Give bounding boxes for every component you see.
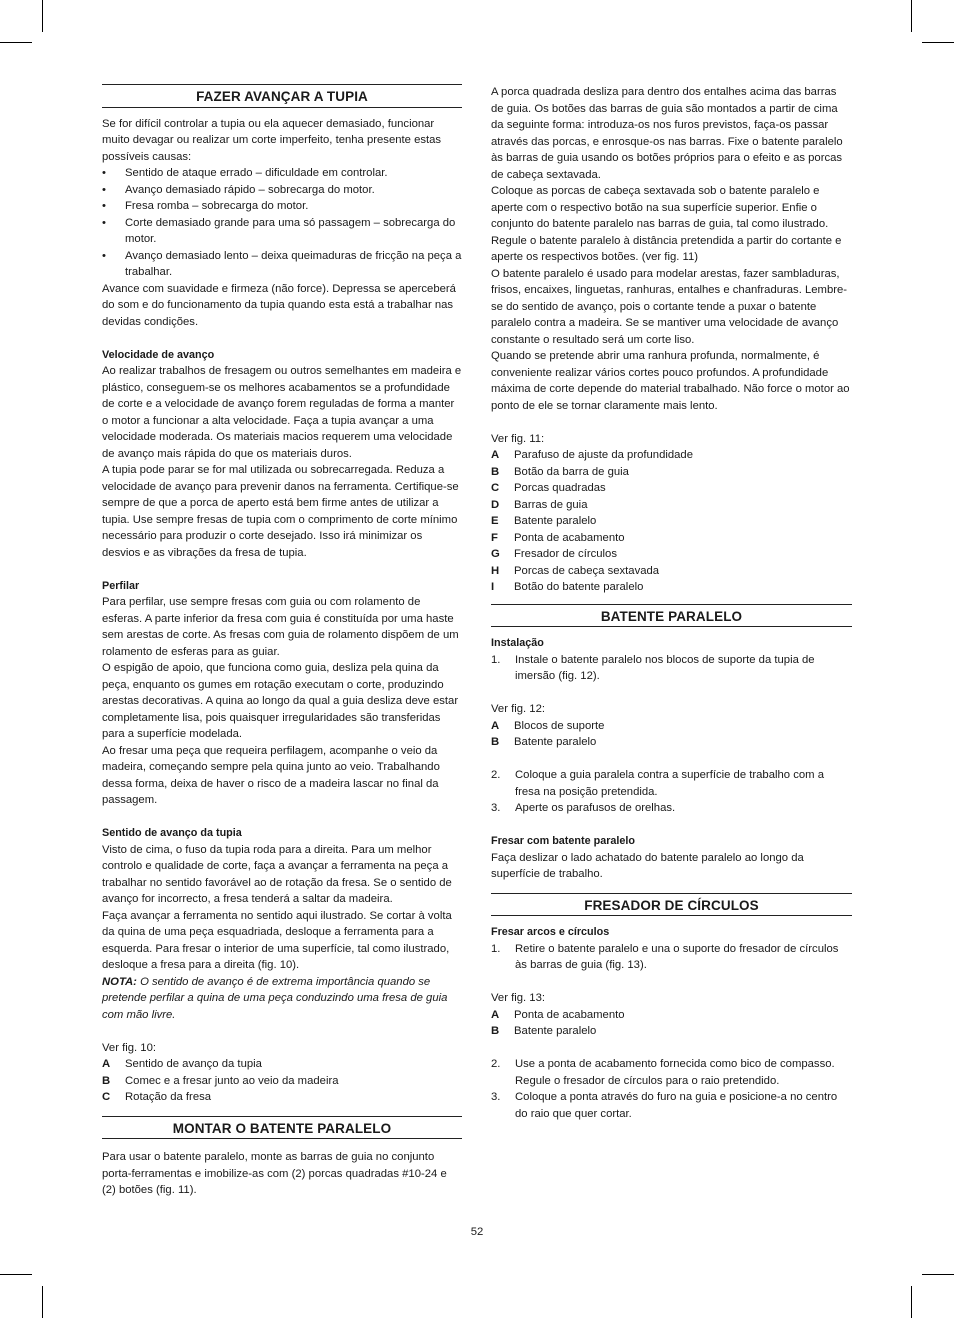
crop-mark — [911, 1286, 912, 1318]
subheading: Fresar com batente paralelo — [491, 835, 636, 847]
legend-text: Barras de guia — [514, 498, 588, 511]
bullet-item — [102, 248, 462, 281]
numbered-item — [491, 767, 852, 800]
legend-text: Sentido de avanço da tupia — [125, 1058, 262, 1070]
legend-key: E — [491, 515, 499, 527]
legend-key: C — [102, 1091, 111, 1103]
paragraph: O batente paralelo é usado para modelar arestas, fazer sambladuras, frisos, encaixes, linguetas, ranhuras, entalhes e chanfraduras. Lembre-se do sentido de avanço, pois o cortante tende a puxar o batente paralelo contra a madeira. Se se mantiver uma velocidade de avanço constante o resultado será um corte liso. — [491, 267, 848, 346]
numbered-item — [491, 1089, 852, 1122]
bullet-item — [102, 182, 462, 199]
crop-mark — [922, 42, 954, 43]
step-text: Use a ponta de acabamento fornecida como bico de compasso. Regule o fresador de círculos para o raio pretendido. — [515, 1058, 835, 1087]
page-number: 52 — [470, 1226, 484, 1238]
legend-key: G — [491, 548, 500, 560]
legend-key: A — [491, 449, 500, 461]
legend-text: Porcas quadradas — [514, 482, 606, 494]
legend-item — [491, 464, 852, 481]
paragraph: A porca quadrada desliza para dentro dos entalhes acima das barras de guia. Os botões das barras de guia são montados a partir de cima da seguinte forma: introduza-os nos furos previstos, faça-os passar através das porcas, e enrosque-os nas barras. Fixe o batente paralelo às barras de guia usando os botões próprios para o efeito e as porcas de cabeça sextavada. — [491, 86, 843, 181]
paragraph: Quando se pretende abrir uma ranhura profunda, normalmente, é conveniente realizar vários cortes pouco profundos. A profundidade máxima de corte depende do material trabalhado. Não force o motor ao ponto de ele se tornar claramente mais lento. — [491, 350, 850, 412]
legend-text: Botão do batente paralelo — [514, 581, 644, 593]
legend-key: A — [491, 719, 500, 732]
paragraph: O espigão de apoio, que funciona como guia, desliza pela quina da peça, enquanto os gumes em rotação executam o corte, produzindo arestas decorativas. A quina ao longo da qual a guia desliza deve estar completamente lisa, pois quaisquer irregularidades são transferidas para a superfície modelada. — [102, 662, 459, 740]
paragraph: Visto de cima, o fuso da tupia roda para a direita. Para um melhor controlo e qualidade de corte, faça a avançar a ferramenta na peça a trabalhar no sentido favorável ao de rotação da fresa. Se o sentido de avanço for incorrecto, a fresa tenderá a saltar da madeira. — [102, 843, 452, 905]
bullet-marker: • — [102, 249, 106, 262]
figure-reference: Ver fig. 13: — [491, 992, 546, 1004]
paragraph: Para perfilar, use sempre fresas com guia ou com rolamento de esferas. A parte inferior da fresa com guia é constituída por uma haste sem arestas de corte. As fresas com guia de rolamento dispõem de um rolamento de esferas para as guiar. — [102, 596, 459, 658]
paragraph: Avance com suavidade e firmeza (não force). Depressa se aperceberá do som e do funcionamento da tupia quando esta está a trabalhar nas devidas condições. — [102, 282, 456, 328]
step-number: 2. — [491, 769, 501, 781]
legend-item — [491, 579, 852, 596]
paragraph: Coloque as porcas de cabeça sextavada sob o batente paralelo e aperte com o respectivo botão na sua superfície superior. Enfie o conjunto do batente paralelo nas barras de guia, tal como ilustrado. Regule o batente paralelo à distância pretendida a partir do cortante e aperte os respectivos botões. (ver fig. 11) — [491, 185, 842, 263]
legend-item — [491, 530, 852, 547]
crop-mark — [911, 0, 912, 32]
legend-text: Blocos de suporte — [514, 719, 605, 732]
step-text: Coloque a guia paralela contra a superfície de trabalho com a fresa na posição pretendida. — [515, 769, 824, 798]
bullet-text: Corte demasiado grande para uma só passagem – sobrecarga do motor. — [125, 216, 456, 245]
legend-key: B — [491, 1025, 500, 1037]
legend-key: D — [491, 498, 500, 511]
bullet-item — [102, 215, 462, 248]
bullet-list — [102, 165, 462, 281]
legend-item — [102, 1073, 462, 1090]
step-text: Coloque a ponta através do furo na guia e posicione-a no centro do raio que quer cortar. — [515, 1091, 838, 1120]
legend-key: B — [102, 1074, 111, 1087]
bullet-marker: • — [102, 200, 106, 212]
step-number: 2. — [491, 1058, 501, 1070]
subheading: Fresar arcos e círculos — [491, 926, 610, 938]
note — [102, 974, 462, 1024]
bullet-text: Sentido de ataque errado – dificuldade em controlar. — [125, 167, 388, 179]
legend-item — [491, 563, 852, 580]
subheading: Perfilar — [102, 579, 140, 592]
note-label: NOTA: — [102, 975, 137, 988]
subheading: Sentido de avanço da tupia — [102, 827, 242, 839]
legend-list — [102, 1056, 462, 1106]
bullet-marker: • — [102, 216, 106, 229]
step-text: Aperte os parafusos de orelhas. — [515, 802, 676, 814]
paragraph: Ao fresar uma peça que requeira perfilagem, acompanhe o veio da madeira, começando sempre pela quina junto ao veio. Trabalhando dessa forma, deixa de haver o risco de a madeira lascar no final da passagem. — [102, 744, 440, 806]
section-heading: BATENTE PARALELO — [491, 604, 852, 628]
subheading: Velocidade de avanço — [102, 348, 215, 361]
legend-item — [102, 1089, 462, 1106]
numbered-item: 1. Retire o batente paralelo e una o suporte do fresador de círculos às barras de guia (fig. 13). — [491, 942, 839, 971]
legend-item — [491, 1007, 852, 1024]
bullet-text: Fresa romba – sobrecarga do motor. — [125, 200, 309, 212]
numbered-list — [491, 1056, 852, 1122]
legend-text: Rotação da fresa — [125, 1091, 212, 1103]
crop-mark — [922, 1274, 954, 1275]
legend-text: Batente paralelo — [514, 515, 597, 527]
step-number: 3. — [491, 802, 501, 814]
paragraph: Faça avançar a ferramenta no sentido aqui ilustrado. Se cortar à volta da quina de uma peça esquadriada, desloque a ferramenta para a esquerda. Para fresar o interior de uma superfície, tal como ilustrado, desloque a fresa para a direita (fig. 10). — [102, 909, 452, 971]
legend-key: I — [491, 581, 495, 593]
legend-item — [491, 734, 852, 751]
paragraph: Faça deslizar o lado achatado do batente paralelo ao longo da superfície de trabalho. — [491, 851, 804, 880]
legend-item — [491, 546, 852, 563]
figure-reference: Ver fig. 10: — [102, 1041, 157, 1054]
left-column — [102, 84, 462, 1199]
crop-mark — [42, 0, 43, 32]
bullet-marker: • — [102, 167, 106, 179]
crop-mark — [0, 1274, 32, 1275]
section-heading: MONTAR O BATENTE PARALELO — [102, 1116, 462, 1140]
paragraph: Se for difícil controlar a tupia ou ela aquecer demasiado, funcionar muito devagar ou realizar um corte imperfeito, tenha presente estas possíveis causas: — [102, 117, 442, 163]
paragraph: A tupia pode parar se for mal utilizada ou sobrecarregada. Reduza a velocidade de avanço para prevenir danos na ferramenta. Certifique-se sempre de que a porca de aperto está bem firme antes de utilizar a tupia. Use sempre fresas de tupia com o comprimento de corte mínimo necessário para produzir o corte desejado. Isso irá minimizar os desvios e as vibrações da fresa de tupia. — [102, 464, 459, 559]
legend-key: A — [491, 1008, 500, 1021]
numbered-item — [491, 800, 852, 817]
legend-text: Fresador de círculos — [514, 548, 617, 560]
crop-mark — [0, 42, 32, 43]
legend-text: Porcas de cabeça sextavada — [514, 564, 660, 577]
bullet-item — [102, 198, 462, 215]
subheading: Instalação — [491, 637, 544, 649]
legend-item — [491, 513, 852, 530]
bullet-item — [102, 165, 462, 182]
legend-key: A — [102, 1058, 111, 1070]
legend-text: Ponta de acabamento — [514, 531, 625, 544]
legend-item — [491, 718, 852, 735]
legend-key: B — [491, 465, 500, 478]
legend-text: Botão da barra de guia — [514, 465, 629, 478]
legend-list — [491, 447, 852, 596]
legend-item — [491, 1023, 852, 1040]
legend-item — [491, 497, 852, 514]
legend-key: F — [491, 531, 498, 544]
section-heading: FRESADOR DE CÍRCULOS — [491, 893, 852, 917]
bullet-marker: • — [102, 183, 106, 196]
crop-mark — [42, 1286, 43, 1318]
legend-text: Ponta de acabamento — [514, 1008, 625, 1021]
paragraph: Ao realizar trabalhos de fresagem ou outros semelhantes em madeira e plástico, conseguem-se os melhores acabamentos se a profundidade de corte e a velocidade de avanço forem reguladas de forma a manter o motor a funcionar a alta velocidade. Faça a tupia avançar a uma velocidade moderada. Os materiais macios requerem uma velocidade de avanço mais rápida do que os materiais duros. — [102, 365, 462, 460]
legend-list — [491, 1007, 852, 1040]
note-text: O sentido de avanço é de extrema importância quando se pretende perfilar a quina de uma peça conduzindo uma fresa de guia com mão livre. — [102, 975, 448, 1021]
legend-list — [491, 718, 852, 751]
bullet-text: Avanço demasiado rápido – sobrecarga do motor. — [125, 183, 375, 196]
legend-item — [491, 447, 852, 464]
legend-text: Batente paralelo — [514, 736, 597, 748]
figure-reference: Ver fig. 12: — [491, 703, 546, 715]
legend-text: Comec e a fresar junto ao veio da madeira — [125, 1074, 339, 1087]
legend-text: Batente paralelo — [514, 1025, 597, 1037]
legend-key: B — [491, 736, 500, 748]
section-heading: FAZER AVANÇAR A TUPIA — [102, 84, 462, 108]
figure-reference: Ver fig. 11: — [491, 432, 545, 445]
legend-item — [491, 480, 852, 497]
legend-text: Parafuso de ajuste da profundidade — [514, 449, 694, 461]
legend-key: H — [491, 564, 500, 577]
bullet-text: Avanço demasiado lento – deixa queimaduras de fricção na peça a trabalhar. — [125, 249, 462, 278]
numbered-item — [491, 1056, 852, 1089]
right-column — [491, 84, 852, 1122]
paragraph: Para usar o batente paralelo, monte as barras de guia no conjunto porta-ferramentas e imobilize-as com (2) porcas quadradas #10-24 e (2) botões (fig. 11). — [102, 1151, 447, 1196]
numbered-item: 1. Instale o batente paralelo nos blocos de suporte da tupia de imersão (fig. 12). — [491, 653, 815, 682]
legend-item — [102, 1056, 462, 1073]
numbered-list — [491, 767, 852, 817]
legend-key: C — [491, 482, 500, 494]
step-number: 3. — [491, 1091, 501, 1103]
